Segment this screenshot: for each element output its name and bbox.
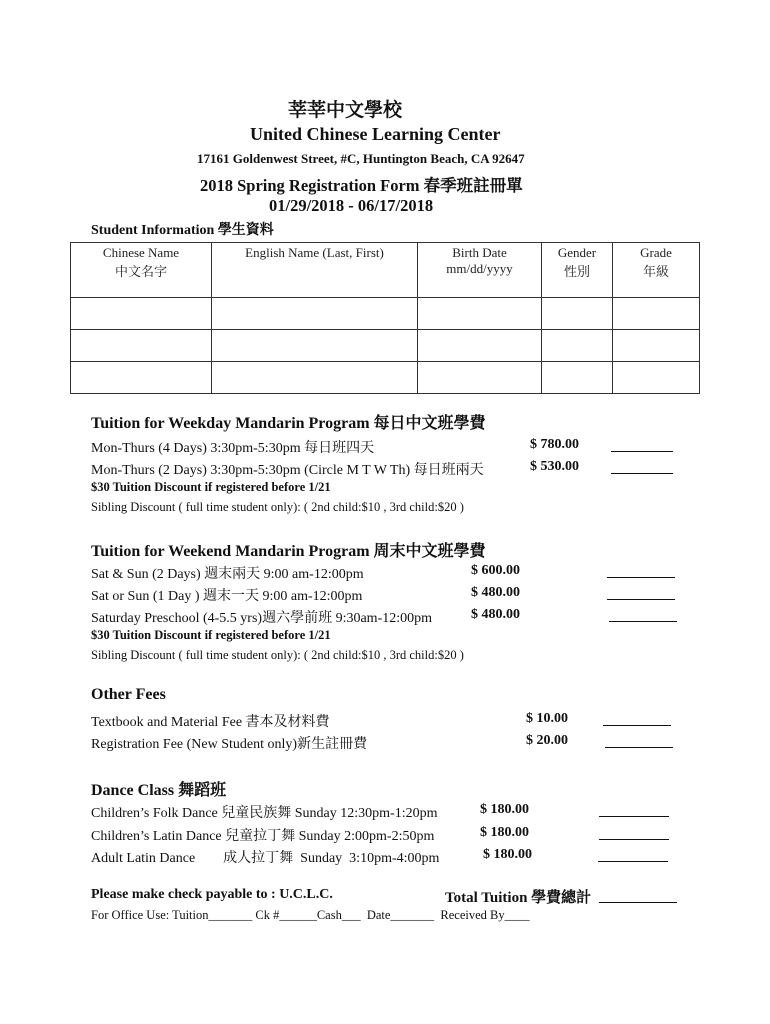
input-cell[interactable]	[542, 362, 613, 394]
input-cell[interactable]	[212, 362, 418, 394]
school-chinese-name: 莘莘中文學校	[288, 100, 403, 121]
weekend-item-3-price: $ 480.00	[471, 607, 520, 622]
column-english-name: English Name (Last, First)	[212, 243, 418, 298]
weekday-section-title: Tuition for Weekday Mandarin Program 每日中文班學費	[91, 415, 486, 432]
textbook-fee-blank[interactable]	[603, 713, 671, 726]
weekend-item-2-label: Sat or Sun (1 Day ) 週末一天 9:00 am-12:00pm	[91, 589, 363, 604]
dance-item-1-blank[interactable]	[599, 804, 669, 817]
dance-item-3-label: Adult Latin Dance 成人拉丁舞 Sunday 3:10pm-4:00pm	[91, 851, 440, 866]
weekday-sibling-discount: Sibling Discount ( full time student only): ( 2nd child:$10 , 3rd child:$20 )	[91, 500, 464, 514]
weekday-discount: $30 Tuition Discount if registered before 1/21	[91, 480, 331, 494]
weekend-item-1-price: $ 600.00	[471, 563, 520, 578]
column-birth-date: Birth Date mm/dd/yyyy	[418, 243, 542, 298]
weekend-item-2-price: $ 480.00	[471, 585, 520, 600]
input-cell[interactable]	[542, 330, 613, 362]
input-cell[interactable]	[418, 362, 542, 394]
student-info-title: Student Information 學生資料	[91, 223, 274, 238]
dance-item-1-label: Children’s Folk Dance 兒童民族舞 Sunday 12:30pm-1:20pm	[91, 806, 438, 821]
dance-item-2-price: $ 180.00	[480, 825, 529, 840]
weekday-item-2-label: Mon-Thurs (2 Days) 3:30pm-5:30pm (Circle M T W Th) 每日班兩天	[91, 463, 484, 478]
total-tuition-blank[interactable]	[599, 890, 677, 903]
school-address: 17161 Goldenwest Street, #C, Huntington Beach, CA 92647	[197, 151, 525, 166]
weekend-sibling-discount: Sibling Discount ( full time student only): ( 2nd child:$10 , 3rd child:$20 )	[91, 648, 464, 662]
registration-fee-blank[interactable]	[605, 735, 673, 748]
weekend-item-3-label: Saturday Preschool (4-5.5 yrs)週六學前班 9:30am-12:00pm	[91, 611, 433, 626]
weekday-item-2-price: $ 530.00	[530, 459, 579, 474]
weekday-item-1-price: $ 780.00	[530, 437, 579, 452]
textbook-fee-price: $ 10.00	[526, 711, 568, 726]
weekday-item-1-blank[interactable]	[611, 439, 673, 452]
dance-item-3-blank[interactable]	[598, 849, 668, 862]
registration-fee-price: $ 20.00	[526, 733, 568, 748]
weekend-item-2-blank[interactable]	[607, 587, 675, 600]
student-info-table	[70, 242, 700, 394]
textbook-fee-label: Textbook and Material Fee 書本及材料費	[91, 715, 330, 730]
input-cell[interactable]	[212, 330, 418, 362]
input-cell[interactable]	[613, 298, 700, 330]
table-header-row	[71, 243, 700, 298]
input-cell[interactable]	[212, 298, 418, 330]
input-cell[interactable]	[71, 298, 212, 330]
registration-fee-label: Registration Fee (New Student only)新生註冊費	[91, 737, 368, 752]
term-dates: 01/29/2018 - 06/17/2018	[269, 196, 434, 215]
column-chinese-name: Chinese Name 中文名字	[71, 243, 212, 298]
weekend-item-1-label: Sat & Sun (2 Days) 週末兩天 9:00 am-12:00pm	[91, 567, 364, 582]
input-cell[interactable]	[418, 298, 542, 330]
dance-section-title: Dance Class 舞蹈班	[91, 782, 227, 799]
school-english-name: United Chinese Learning Center	[250, 124, 501, 144]
dance-item-3-price: $ 180.00	[483, 847, 532, 862]
weekday-item-1-label: Mon-Thurs (4 Days) 3:30pm-5:30pm 每日班四天	[91, 441, 375, 456]
column-gender: Gender 性別	[542, 243, 613, 298]
other-fees-title: Other Fees	[91, 686, 166, 703]
input-cell[interactable]	[542, 298, 613, 330]
input-cell[interactable]	[71, 330, 212, 362]
weekend-section-title: Tuition for Weekend Mandarin Program 周末中文班學費	[91, 543, 486, 560]
dance-item-2-label: Children’s Latin Dance 兒童拉丁舞 Sunday 2:00pm-2:50pm	[91, 829, 435, 844]
table-row[interactable]	[71, 298, 700, 330]
column-grade: Grade 年級	[613, 243, 700, 298]
dance-item-1-price: $ 180.00	[480, 802, 529, 817]
input-cell[interactable]	[613, 330, 700, 362]
table-row[interactable]	[71, 362, 700, 394]
dance-item-2-blank[interactable]	[599, 827, 669, 840]
weekend-discount: $30 Tuition Discount if registered before 1/21	[91, 628, 331, 642]
weekend-item-3-blank[interactable]	[609, 609, 677, 622]
weekend-item-1-blank[interactable]	[607, 565, 675, 578]
table-row[interactable]	[71, 330, 700, 362]
input-cell[interactable]	[71, 362, 212, 394]
input-cell[interactable]	[418, 330, 542, 362]
form-title: 2018 Spring Registration Form 春季班註冊單	[200, 176, 523, 195]
input-cell[interactable]	[613, 362, 700, 394]
weekday-item-2-blank[interactable]	[611, 461, 673, 474]
office-use-line: For Office Use: Tuition_______ Ck #______Cash___ Date_______ Received By____	[91, 908, 530, 922]
payable-note: Please make check payable to : U.C.L.C.	[91, 887, 333, 902]
total-tuition-label: Total Tuition 學費總計	[445, 890, 592, 906]
